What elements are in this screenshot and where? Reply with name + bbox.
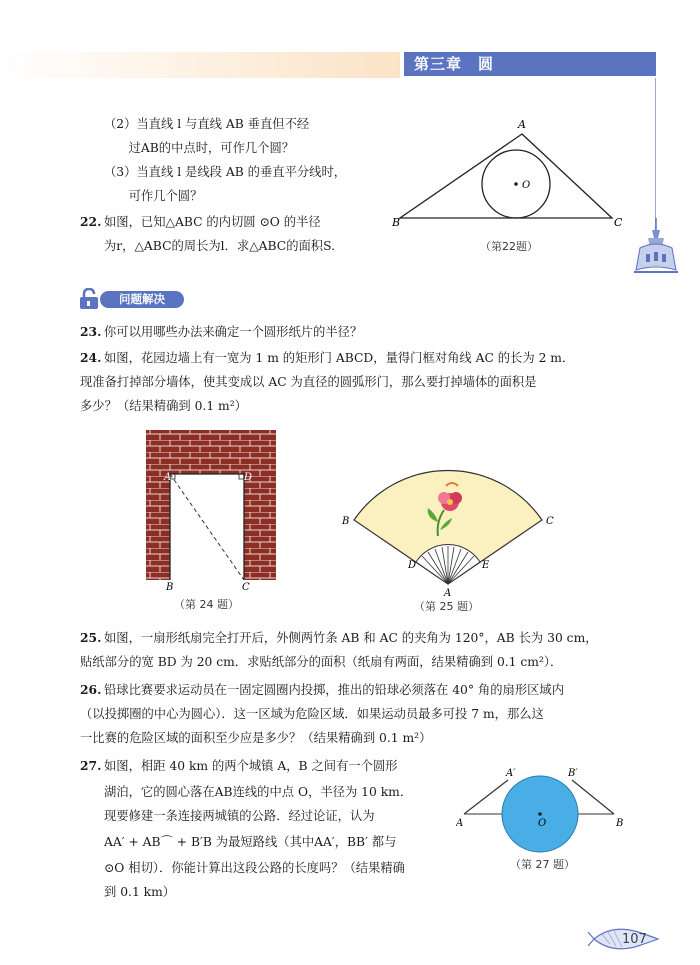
fig27-label-o: O (538, 818, 547, 829)
problem-25-number: 25. (80, 630, 102, 645)
problem-27-line-5: ⊙O 相切）．你能计算出这段公路的长度吗？（结果精确 (104, 861, 405, 875)
problem-23-number: 23. (80, 324, 102, 339)
fig25-label-a: A (444, 588, 452, 599)
problem-25-line-2: 贴纸部分的宽 BD 为 20 cm．求贴纸部分的面积（纸扇有两面，结果精确到 0.1 cm²）． (80, 655, 563, 669)
fig22-caption: （第22题） (480, 240, 538, 253)
fig25-label-b: B (342, 516, 350, 527)
fig27-label-b-prime: B′ (568, 768, 578, 779)
problem-26-line-2: （以投掷圈的中心为圆心）．这一区域为危险区域．如果运动员最多可投 7 m，那么这 (80, 707, 544, 721)
problem-23-text: 你可以用哪些办法来确定一个圆形纸片的半径？ (104, 325, 363, 339)
section-badge (78, 288, 186, 310)
chapter-title: 第三章 圆 (404, 52, 656, 76)
problem-24-line-3: 多少？（结果精确到 0.1 m²） (80, 399, 247, 413)
problem-21-part-2-line-1: （2）当直线 l 与直线 AB 垂直但不经 (104, 117, 310, 131)
problem-24-line-1 (80, 348, 574, 368)
problem-23 (80, 322, 362, 342)
problem-22-text-1: 如图，已知△ABC 的内切圆 ⊙O 的半径 (104, 215, 321, 229)
fig27-label-a: A (456, 818, 464, 829)
problem-21-part-3-line-2: 可作几个圆？ (104, 189, 203, 203)
problem-25-line-1 (80, 628, 598, 648)
fig24-label-b: B (166, 582, 174, 593)
fig25-label-e: E (482, 560, 490, 571)
problem-27-number: 27. (80, 758, 102, 773)
fig27-caption: （第 27 题） (510, 858, 575, 871)
problem-27-line-2: 湖泊，它的圆心落在AB连线的中点 O，半径为 10 km． (104, 785, 413, 799)
problem-22-number: 22. (80, 214, 102, 229)
fig24-label-d: D (244, 472, 253, 483)
problem-24-number: 24. (80, 350, 102, 365)
problem-26-line-3: 一比赛的危险区域的面积至少应是多少？（结果精确到 0.1 m²） (80, 731, 432, 745)
problem-25-text-1: 如图，一扇形纸扇完全打开后，外侧两竹条 AB 和 AC 的夹角为 120°，AB 长为 30 cm， (104, 631, 598, 645)
fig24-label-c: C (242, 582, 250, 593)
problem-22-line-2: 为r，△ABC的周长为l．求△ABC的面积S. (104, 239, 335, 253)
problem-24-line-2: 现准备打掉部分墙体，使其变成以 AC 为直径的圆弧形门，那么要打掉墙体的面积是 (80, 375, 537, 389)
problem-21-part-2-line-2: 过AB的中点时，可作几个圆？ (104, 141, 295, 155)
figure-25-fan (340, 452, 570, 614)
fig24-caption: （第 24 题） (174, 598, 239, 611)
section-title: 问题解决 (100, 291, 184, 308)
fig22-label-a: A (518, 118, 526, 131)
problem-26-text-1: 铅球比赛要求运动员在一固定圆圈内投掷，推出的铅球必须落在 40° 角的扇形区域内 (104, 683, 565, 697)
fig27-label-a-prime: A′ (506, 768, 516, 779)
problem-21-part-3-line-1: （3）当直线 l 是线段 AB 的垂直平分线时， (104, 165, 347, 179)
problem-27-line-1 (80, 756, 398, 776)
fig25-label-c: C (546, 516, 554, 527)
fig24-label-a: A (164, 472, 172, 483)
fig22-label-c: C (614, 216, 623, 229)
problem-24-text-1: 如图，花园边墙上有一宽为 1 m 的矩形门 ABCD，量得门框对角线 AC 的长为 2 m． (104, 351, 575, 365)
figure-24-brick-door (140, 428, 280, 614)
page-number: 107 (622, 932, 647, 947)
fig27-label-b: B (616, 818, 624, 829)
figure-22-triangle (392, 118, 632, 260)
figure-27-lake (456, 764, 632, 876)
tower-icon (632, 218, 680, 276)
problem-27-line-3: 现要修建一条连接两城镇的公路．经过论证，认为 (104, 809, 375, 823)
fig22-label-o: O (522, 180, 531, 191)
fig25-label-d: D (408, 560, 417, 571)
problem-27-line-4: AA′ + AB⌒ + B′B 为最短路线（其中AA′，BB′ 都与 (104, 835, 397, 849)
problem-22-line-1 (80, 212, 321, 232)
problem-27-text-1: 如图，相距 40 km 的两个城镇 A，B 之间有一个圆形 (104, 759, 398, 773)
fig22-label-b: B (392, 216, 401, 229)
fig25-caption: （第 25 题） (414, 600, 479, 613)
problem-27-line-6: 到 0.1 km） (104, 885, 176, 899)
problem-26-line-1 (80, 680, 564, 700)
header-gradient-bar (0, 52, 400, 78)
problem-26-number: 26. (80, 682, 102, 697)
